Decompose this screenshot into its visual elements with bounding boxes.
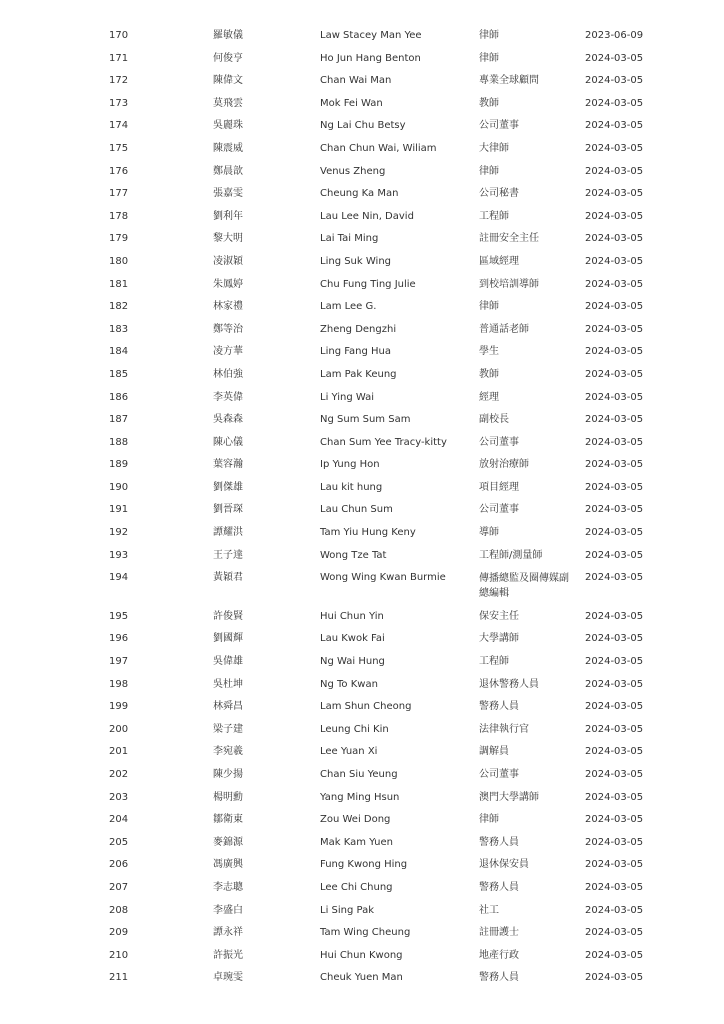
chinese-name: 林舜昌 bbox=[213, 701, 243, 713]
date: 2024-03-05 bbox=[585, 904, 644, 916]
table-row bbox=[0, 718, 724, 741]
row-number: 211 bbox=[109, 972, 129, 984]
occupation: 法律執行官 bbox=[479, 723, 529, 735]
date: 2024-03-05 bbox=[585, 572, 644, 584]
date: 2024-03-05 bbox=[585, 255, 644, 267]
table-row bbox=[0, 114, 724, 137]
occupation: 到校培訓導師 bbox=[479, 278, 539, 290]
row-number: 200 bbox=[109, 723, 129, 735]
chinese-name: 朱鳳婷 bbox=[213, 278, 243, 290]
table-row bbox=[0, 92, 724, 115]
occupation: 區域經理 bbox=[479, 255, 519, 267]
chinese-name: 吳森森 bbox=[213, 414, 243, 426]
row-number: 205 bbox=[109, 836, 129, 848]
chinese-name: 劉利年 bbox=[213, 210, 243, 222]
row-number: 183 bbox=[109, 323, 129, 335]
english-name: Mak Kam Yuen bbox=[320, 836, 393, 848]
date: 2024-03-05 bbox=[585, 504, 644, 516]
chinese-name: 吳杜坤 bbox=[213, 678, 243, 690]
table-row bbox=[0, 521, 724, 544]
chinese-name: 黎大明 bbox=[213, 233, 243, 245]
english-name: Leung Chi Kin bbox=[320, 723, 389, 735]
row-number: 175 bbox=[109, 142, 129, 154]
table-row bbox=[0, 944, 724, 967]
date: 2024-03-05 bbox=[585, 610, 644, 622]
chinese-name: 麥錦源 bbox=[213, 836, 243, 848]
english-name: Wong Tze Tat bbox=[320, 549, 387, 561]
row-number: 208 bbox=[109, 904, 129, 916]
date: 2024-03-05 bbox=[585, 97, 644, 109]
table-row bbox=[0, 876, 724, 899]
table-row bbox=[0, 295, 724, 318]
occupation: 普通話老師 bbox=[479, 323, 529, 335]
table-row bbox=[0, 250, 724, 273]
table-row bbox=[0, 650, 724, 673]
table-row bbox=[0, 966, 724, 989]
date: 2024-03-05 bbox=[585, 836, 644, 848]
occupation: 律師 bbox=[479, 301, 499, 313]
date: 2024-03-05 bbox=[585, 233, 644, 245]
table-row bbox=[0, 205, 724, 228]
chinese-name: 吳麗珠 bbox=[213, 120, 243, 132]
chinese-name: 馮廣興 bbox=[213, 859, 243, 871]
row-number: 195 bbox=[109, 610, 129, 622]
row-number: 181 bbox=[109, 278, 129, 290]
chinese-name: 李宛羲 bbox=[213, 746, 243, 758]
table-row bbox=[0, 182, 724, 205]
date: 2024-03-05 bbox=[585, 391, 644, 403]
occupation: 調解員 bbox=[479, 746, 509, 758]
row-number: 206 bbox=[109, 859, 129, 871]
occupation: 警務人員 bbox=[479, 881, 519, 893]
row-number: 180 bbox=[109, 255, 129, 267]
chinese-name: 劉晉琛 bbox=[213, 504, 243, 516]
table-row bbox=[0, 566, 724, 605]
occupation: 註冊護士 bbox=[479, 927, 519, 939]
table-row bbox=[0, 808, 724, 831]
chinese-name: 劉國輝 bbox=[213, 633, 243, 645]
table-row bbox=[0, 453, 724, 476]
row-number: 172 bbox=[109, 75, 129, 87]
english-name: Lau Chun Sum bbox=[320, 504, 393, 516]
english-name: Ng To Kwan bbox=[320, 678, 378, 690]
english-name: Zheng Dengzhi bbox=[320, 323, 397, 335]
chinese-name: 李志聰 bbox=[213, 881, 243, 893]
date: 2024-03-05 bbox=[585, 746, 644, 758]
table-row bbox=[0, 24, 724, 47]
row-number: 203 bbox=[109, 791, 129, 803]
row-number: 193 bbox=[109, 549, 129, 561]
date: 2024-03-05 bbox=[585, 814, 644, 826]
chinese-name: 李英偉 bbox=[213, 391, 243, 403]
date: 2024-03-05 bbox=[585, 769, 644, 780]
english-name: Law Stacey Man Yee bbox=[320, 30, 422, 41]
table-row bbox=[0, 227, 724, 250]
date: 2024-03-05 bbox=[585, 633, 644, 645]
occupation: 導師 bbox=[479, 527, 499, 539]
english-name: Lam Lee G. bbox=[320, 301, 377, 313]
occupation: 工程師/測量師 bbox=[479, 549, 543, 561]
row-number: 173 bbox=[109, 97, 129, 109]
english-name: Lee Chi Chung bbox=[320, 881, 393, 893]
english-name: Ng Wai Hung bbox=[320, 656, 385, 668]
chinese-name: 黃穎君 bbox=[213, 572, 243, 584]
row-number: 191 bbox=[109, 504, 129, 516]
english-name: Mok Fei Wan bbox=[320, 97, 383, 109]
occupation: 公司董事 bbox=[479, 436, 519, 448]
row-number: 178 bbox=[109, 210, 129, 222]
row-number: 186 bbox=[109, 391, 129, 403]
occupation: 警務人員 bbox=[479, 836, 519, 848]
table-row bbox=[0, 763, 724, 786]
chinese-name: 劉傑雄 bbox=[213, 481, 243, 493]
occupation: 律師 bbox=[479, 52, 499, 64]
english-name: Lau Lee Nin, David bbox=[320, 210, 414, 222]
occupation: 公司董事 bbox=[479, 769, 519, 780]
date: 2024-03-05 bbox=[585, 723, 644, 735]
table-row bbox=[0, 318, 724, 341]
chinese-name: 卓琬雯 bbox=[213, 972, 243, 984]
date: 2024-03-05 bbox=[585, 656, 644, 668]
table-row bbox=[0, 273, 724, 296]
english-name: Lau kit hung bbox=[320, 481, 383, 493]
table-row bbox=[0, 786, 724, 809]
date: 2024-03-05 bbox=[585, 881, 644, 893]
english-name: Chan Chun Wai, Wiliam bbox=[320, 142, 437, 154]
english-name: Lau Kwok Fai bbox=[320, 633, 385, 645]
date: 2024-03-05 bbox=[585, 791, 644, 803]
table-row bbox=[0, 695, 724, 718]
table-row bbox=[0, 544, 724, 567]
chinese-name: 吳偉雄 bbox=[213, 656, 243, 668]
table-row bbox=[0, 673, 724, 696]
english-name: Cheung Ka Man bbox=[320, 188, 399, 200]
occupation: 律師 bbox=[479, 165, 499, 177]
chinese-name: 鄭等治 bbox=[213, 323, 243, 335]
english-name: Ng Lai Chu Betsy bbox=[320, 120, 406, 132]
date: 2024-03-05 bbox=[585, 210, 644, 222]
table-row bbox=[0, 340, 724, 363]
english-name: Tam Yiu Hung Keny bbox=[320, 527, 416, 539]
occupation: 律師 bbox=[479, 30, 499, 41]
english-name: Lam Pak Keung bbox=[320, 368, 397, 380]
occupation: 公司董事 bbox=[479, 120, 519, 132]
occupation: 教師 bbox=[479, 97, 499, 109]
row-number: 204 bbox=[109, 814, 129, 826]
occupation: 退休保安員 bbox=[479, 859, 529, 871]
row-number: 201 bbox=[109, 746, 129, 758]
english-name: Hui Chun Kwong bbox=[320, 949, 403, 961]
chinese-name: 鄭晨歆 bbox=[213, 165, 243, 177]
date: 2024-03-05 bbox=[585, 549, 644, 561]
english-name: Lai Tai Ming bbox=[320, 233, 379, 245]
occupation: 退休警務人員 bbox=[479, 678, 539, 690]
date: 2024-03-05 bbox=[585, 949, 644, 961]
chinese-name: 莫飛雲 bbox=[213, 97, 243, 109]
row-number: 174 bbox=[109, 120, 129, 132]
date: 2024-03-05 bbox=[585, 414, 644, 426]
table-row bbox=[0, 160, 724, 183]
chinese-name: 林伯強 bbox=[213, 368, 243, 380]
date: 2024-03-05 bbox=[585, 701, 644, 713]
english-name: Cheuk Yuen Man bbox=[320, 972, 403, 984]
english-name: Wong Wing Kwan Burmie bbox=[320, 572, 446, 584]
row-number: 187 bbox=[109, 414, 129, 426]
english-name: Hui Chun Yin bbox=[320, 610, 384, 622]
row-number: 196 bbox=[109, 633, 129, 645]
table-row bbox=[0, 498, 724, 521]
date: 2024-03-05 bbox=[585, 678, 644, 690]
occupation: 教師 bbox=[479, 368, 499, 380]
occupation: 副校長 bbox=[479, 414, 509, 426]
date: 2024-03-05 bbox=[585, 368, 644, 380]
chinese-name: 張嘉雯 bbox=[213, 188, 243, 200]
row-number: 170 bbox=[109, 30, 129, 41]
english-name: Chan Wai Man bbox=[320, 75, 392, 87]
row-number: 184 bbox=[109, 346, 129, 358]
english-name: Chan Siu Yeung bbox=[320, 769, 398, 780]
date: 2024-03-05 bbox=[585, 527, 644, 539]
row-number: 182 bbox=[109, 301, 129, 313]
english-name: Ip Yung Hon bbox=[320, 459, 380, 471]
occupation: 警務人員 bbox=[479, 972, 519, 984]
english-name: Lee Yuan Xi bbox=[320, 746, 378, 758]
chinese-name: 陳心儀 bbox=[213, 436, 243, 448]
occupation: 警務人員 bbox=[479, 701, 519, 713]
date: 2024-03-05 bbox=[585, 927, 644, 939]
date: 2023-06-09 bbox=[585, 30, 644, 41]
occupation: 傳播總監及圈傳媒副總編輯 bbox=[479, 573, 569, 600]
english-name: Tam Wing Cheung bbox=[320, 927, 411, 939]
english-name: Chu Fung Ting Julie bbox=[320, 278, 416, 290]
date: 2024-03-05 bbox=[585, 188, 644, 200]
date: 2024-03-05 bbox=[585, 346, 644, 358]
table-row bbox=[0, 831, 724, 854]
table-row bbox=[0, 921, 724, 944]
table-row bbox=[0, 627, 724, 650]
row-number: 194 bbox=[109, 572, 129, 584]
row-number: 192 bbox=[109, 527, 129, 539]
chinese-name: 林家禮 bbox=[213, 301, 243, 313]
row-number: 207 bbox=[109, 881, 129, 893]
occupation: 保安主任 bbox=[479, 610, 519, 622]
date: 2024-03-05 bbox=[585, 75, 644, 87]
row-number: 171 bbox=[109, 52, 129, 64]
row-number: 188 bbox=[109, 436, 129, 448]
english-name: Ng Sum Sum Sam bbox=[320, 414, 411, 426]
chinese-name: 陳少揚 bbox=[213, 769, 243, 780]
row-number: 199 bbox=[109, 701, 129, 713]
date: 2024-03-05 bbox=[585, 165, 644, 177]
occupation: 地產行政 bbox=[479, 949, 519, 961]
occupation: 專業全球顧問 bbox=[479, 75, 539, 87]
english-name: Venus Zheng bbox=[320, 165, 386, 177]
date: 2024-03-05 bbox=[585, 142, 644, 154]
chinese-name: 羅敏儀 bbox=[213, 30, 243, 41]
chinese-name: 凌方華 bbox=[213, 346, 243, 358]
date: 2024-03-05 bbox=[585, 972, 644, 984]
occupation: 社工 bbox=[479, 904, 499, 916]
row-number: 176 bbox=[109, 165, 129, 177]
table-row bbox=[0, 605, 724, 628]
chinese-name: 何俊亨 bbox=[213, 52, 243, 64]
date: 2024-03-05 bbox=[585, 459, 644, 471]
occupation: 工程師 bbox=[479, 656, 509, 668]
chinese-name: 李盛白 bbox=[213, 904, 243, 916]
row-number: 177 bbox=[109, 188, 129, 200]
english-name: Zou Wei Dong bbox=[320, 814, 391, 826]
date: 2024-03-05 bbox=[585, 436, 644, 448]
chinese-name: 梁子建 bbox=[213, 723, 243, 735]
english-name: Ling Fang Hua bbox=[320, 346, 392, 358]
row-number: 185 bbox=[109, 368, 129, 380]
chinese-name: 楊明勳 bbox=[213, 791, 243, 803]
occupation: 工程師 bbox=[479, 210, 509, 222]
date: 2024-03-05 bbox=[585, 120, 644, 132]
occupation: 放射治療師 bbox=[479, 459, 529, 471]
signatory-table bbox=[0, 24, 724, 989]
row-number: 190 bbox=[109, 481, 129, 493]
date: 2024-03-05 bbox=[585, 278, 644, 290]
row-number: 197 bbox=[109, 656, 129, 668]
table-row bbox=[0, 740, 724, 763]
english-name: Li Sing Pak bbox=[320, 904, 375, 916]
occupation: 公司秘書 bbox=[479, 188, 519, 200]
english-name: Chan Sum Yee Tracy-kitty bbox=[320, 436, 447, 448]
occupation: 律師 bbox=[479, 814, 499, 826]
table-row bbox=[0, 47, 724, 70]
occupation: 學生 bbox=[479, 346, 499, 358]
date: 2024-03-05 bbox=[585, 859, 644, 871]
date: 2024-03-05 bbox=[585, 52, 644, 64]
chinese-name: 許振光 bbox=[213, 949, 243, 961]
table-row bbox=[0, 69, 724, 92]
english-name: Lam Shun Cheong bbox=[320, 701, 412, 713]
table-row bbox=[0, 899, 724, 922]
english-name: Ling Suk Wing bbox=[320, 255, 392, 267]
chinese-name: 凌淑穎 bbox=[213, 255, 243, 267]
date: 2024-03-05 bbox=[585, 323, 644, 335]
english-name: Ho Jun Hang Benton bbox=[320, 52, 421, 64]
occupation: 大律師 bbox=[479, 142, 509, 154]
chinese-name: 譚耀洪 bbox=[213, 527, 243, 539]
row-number: 179 bbox=[109, 233, 129, 245]
table-row bbox=[0, 137, 724, 160]
occupation: 項目經理 bbox=[479, 481, 519, 493]
occupation: 大學講師 bbox=[479, 633, 519, 645]
chinese-name: 陳偉文 bbox=[213, 75, 243, 87]
english-name: Fung Kwong Hing bbox=[320, 859, 408, 871]
chinese-name: 陳震威 bbox=[213, 142, 243, 154]
row-number: 198 bbox=[109, 678, 129, 690]
table-row bbox=[0, 363, 724, 386]
table-row bbox=[0, 853, 724, 876]
row-number: 210 bbox=[109, 949, 129, 961]
english-name: Yang Ming Hsun bbox=[320, 791, 400, 803]
chinese-name: 許俊賢 bbox=[213, 610, 243, 622]
row-number: 189 bbox=[109, 459, 129, 471]
table-row bbox=[0, 476, 724, 499]
date: 2024-03-05 bbox=[585, 481, 644, 493]
date: 2024-03-05 bbox=[585, 301, 644, 313]
occupation: 經理 bbox=[479, 391, 499, 403]
occupation: 公司董事 bbox=[479, 504, 519, 516]
table-row bbox=[0, 386, 724, 409]
chinese-name: 鄒衛東 bbox=[213, 814, 243, 826]
chinese-name: 王子達 bbox=[213, 549, 243, 561]
row-number: 209 bbox=[109, 927, 129, 939]
row-number: 202 bbox=[109, 769, 129, 780]
occupation: 註冊安全主任 bbox=[479, 233, 539, 245]
chinese-name: 譚永祥 bbox=[213, 927, 243, 939]
table-row bbox=[0, 408, 724, 431]
table-row bbox=[0, 431, 724, 454]
chinese-name: 葉容瀚 bbox=[213, 459, 243, 471]
english-name: Li Ying Wai bbox=[320, 391, 375, 403]
occupation: 澳門大學講師 bbox=[479, 791, 539, 803]
